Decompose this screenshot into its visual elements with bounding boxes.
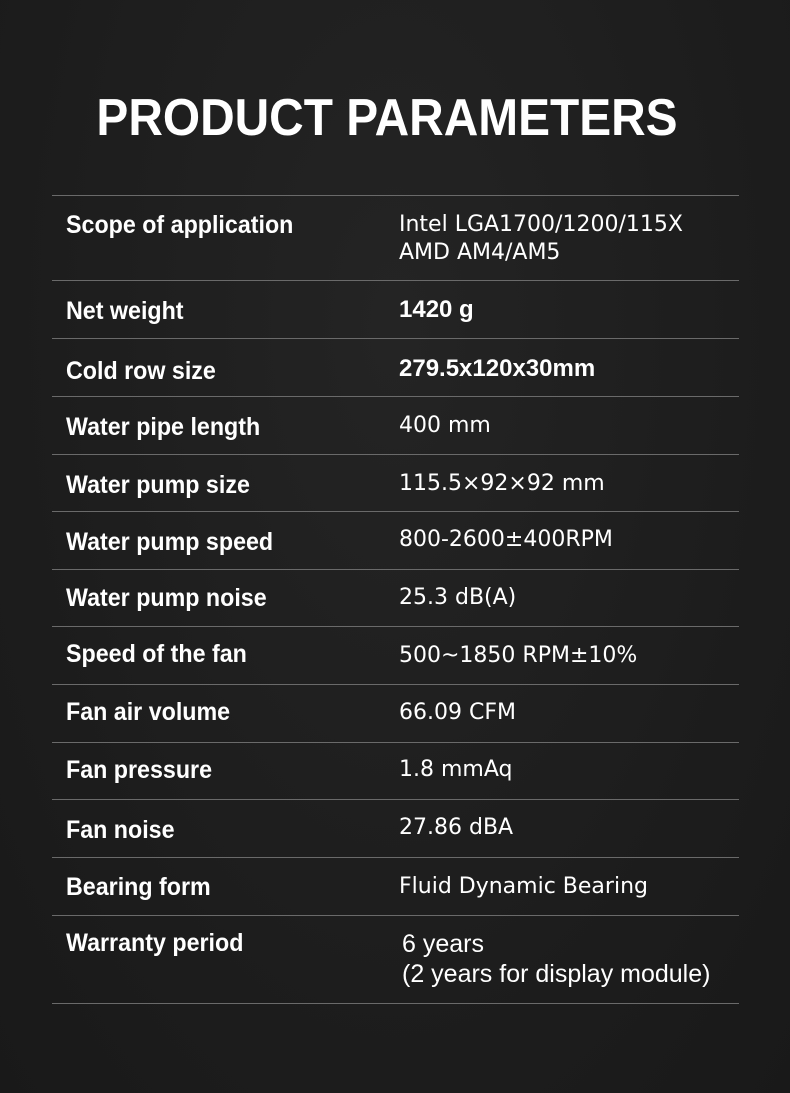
table-row bbox=[52, 397, 739, 455]
row-label: Water pipe length bbox=[66, 413, 261, 441]
row-value-line: 115.5×92×92 mm bbox=[399, 471, 605, 496]
row-value-line: 400 mm bbox=[399, 413, 491, 438]
row-label: Warranty period bbox=[66, 929, 244, 957]
row-value-line: AMD AM4/AM5 bbox=[399, 240, 561, 265]
row-label: Water pump speed bbox=[66, 528, 274, 556]
row-value bbox=[399, 412, 491, 440]
table-row bbox=[52, 196, 739, 281]
row-value bbox=[402, 929, 710, 989]
row-value-line: 66.09 CFM bbox=[399, 700, 516, 725]
parameters-table bbox=[52, 195, 739, 1004]
row-value-line: 25.3 dB(A) bbox=[399, 585, 517, 610]
row-value-line: (2 years for display module) bbox=[402, 960, 711, 988]
row-value bbox=[399, 355, 595, 383]
row-label: Water pump size bbox=[66, 471, 250, 499]
row-value bbox=[399, 873, 648, 901]
table-row bbox=[52, 685, 739, 743]
row-value-line: 6 years bbox=[402, 930, 484, 958]
row-value bbox=[399, 699, 516, 727]
row-value bbox=[399, 211, 683, 267]
table-row bbox=[52, 570, 739, 627]
row-label: Net weight bbox=[66, 297, 184, 325]
page-title: PRODUCT PARAMETERS bbox=[96, 89, 678, 147]
row-label: Bearing form bbox=[66, 873, 211, 901]
row-label: Fan pressure bbox=[66, 756, 213, 784]
row-value-line: 279.5x120x30mm bbox=[399, 355, 596, 382]
row-label: Scope of application bbox=[66, 211, 294, 239]
table-row bbox=[52, 800, 739, 858]
row-value-line: 27.86 dBA bbox=[399, 815, 514, 840]
row-label: Speed of the fan bbox=[66, 640, 247, 668]
row-label: Fan air volume bbox=[66, 698, 231, 726]
row-value bbox=[399, 470, 605, 498]
row-value bbox=[399, 756, 512, 784]
row-value bbox=[399, 526, 613, 554]
row-value bbox=[399, 642, 637, 670]
row-label: Water pump noise bbox=[66, 584, 267, 612]
table-row bbox=[52, 858, 739, 916]
row-value bbox=[399, 814, 513, 842]
table-row bbox=[52, 339, 739, 397]
row-value-line: 800-2600±400RPM bbox=[399, 527, 613, 552]
row-value-line: Fluid Dynamic Bearing bbox=[399, 874, 648, 899]
row-value-line: 1420 g bbox=[399, 296, 474, 323]
table-row bbox=[52, 743, 739, 800]
table-row bbox=[52, 455, 739, 512]
row-label: Fan noise bbox=[66, 816, 175, 844]
row-value-line: 500~1850 RPM±10% bbox=[399, 643, 638, 668]
row-value bbox=[399, 584, 516, 612]
table-row bbox=[52, 281, 739, 339]
table-row bbox=[52, 916, 739, 1004]
row-label: Cold row size bbox=[66, 357, 216, 385]
row-value bbox=[399, 296, 474, 324]
row-value-line: Intel LGA1700/1200/115X bbox=[399, 212, 683, 237]
table-row bbox=[52, 627, 739, 685]
table-row bbox=[52, 512, 739, 570]
row-value-line: 1.8 mmAq bbox=[399, 757, 513, 782]
